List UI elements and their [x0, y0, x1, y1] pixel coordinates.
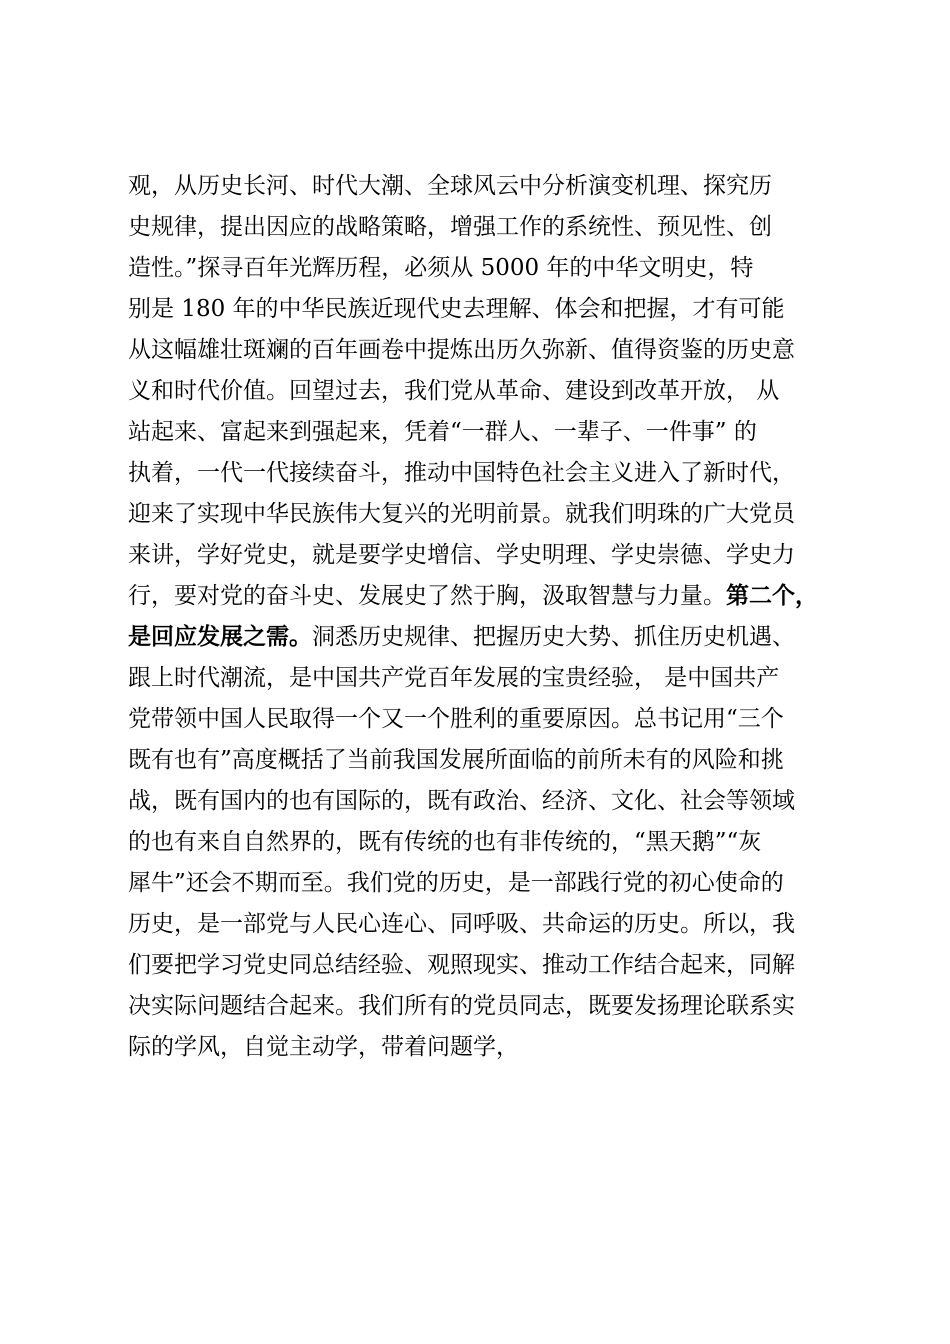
text-line: 来讲，学好党史，就是要学史增信、学史明理、学史崇德、学史力: [128, 542, 795, 568]
text-run: 行，要对党的奋斗史、发展史了然于胸，汲取智慧与力量。: [128, 583, 726, 609]
text-line: 执着，一代一代接续奋斗，推动中国特色社会主义进入了新时代，: [128, 460, 795, 486]
text-line: 的也有来自自然界的，既有传统的也有非传统的，“黑天鹅”“灰: [128, 829, 762, 855]
text-run: 洞悉历史规律、把握历史大势、抓住历史机遇、: [312, 624, 795, 650]
text-line: 站起来、富起来到强起来，凭着“一群人、一辈子、一件事” 的: [128, 419, 757, 445]
text-line: 们要把学习党史同总结经验、观照现实、推动工作结合起来，同解: [128, 952, 795, 978]
text-line: 历史，是一部党与人民心连心、同呼吸、共命运的历史。所以，我: [128, 911, 795, 937]
body-paragraph: [128, 166, 840, 1068]
text-line: [128, 576, 840, 617]
text-line: [128, 617, 840, 658]
text-line: 造性。”探寻百年光辉历程，必须从 5000 年的中华文明史，特: [128, 255, 754, 281]
text-line: 既有也有”高度概括了当前我国发展所面临的前所未有的风险和挑: [128, 747, 784, 773]
text-line: 别是 180 年的中华民族近现代史去理解、体会和把握，才有可能: [128, 296, 785, 322]
text-line: 跟上时代潮流，是中国共产党百年发展的宝贵经验， 是中国共产: [128, 665, 780, 691]
text-line: 观，从历史长河、时代大潮、全球风云中分析演变机理、探究历: [128, 173, 772, 199]
text-line: 义和时代价值。回望过去，我们党从革命、建设到改革开放， 从: [128, 378, 780, 404]
text-line: 犀牛”还会不期而至。我们党的历史，是一部践行党的初心使命的: [128, 870, 784, 896]
text-line: 从这幅雄壮斑斓的百年画卷中提炼出历久弥新、值得资鉴的历史意: [128, 337, 795, 363]
section-heading-part-2: 是回应发展之需。: [128, 624, 312, 650]
text-line: 决实际问题结合起来。我们所有的党员同志，既要发扬理论联系实: [128, 993, 795, 1019]
text-line: 际的学风，自觉主动学，带着问题学，: [128, 1034, 519, 1060]
text-line: 迎来了实现中华民族伟大复兴的光明前景。就我们明珠的广大党员: [128, 501, 795, 527]
text-line: 史规律，提出因应的战略策略，增强工作的系统性、预见性、创: [128, 214, 772, 240]
section-heading-part-1: 第二个，: [726, 583, 818, 609]
text-line: 战，既有国内的也有国际的，既有政治、经济、文化、社会等领域: [128, 788, 795, 814]
text-line: 党带领中国人民取得一个又一个胜利的重要原因。总书记用“三个: [128, 706, 784, 732]
